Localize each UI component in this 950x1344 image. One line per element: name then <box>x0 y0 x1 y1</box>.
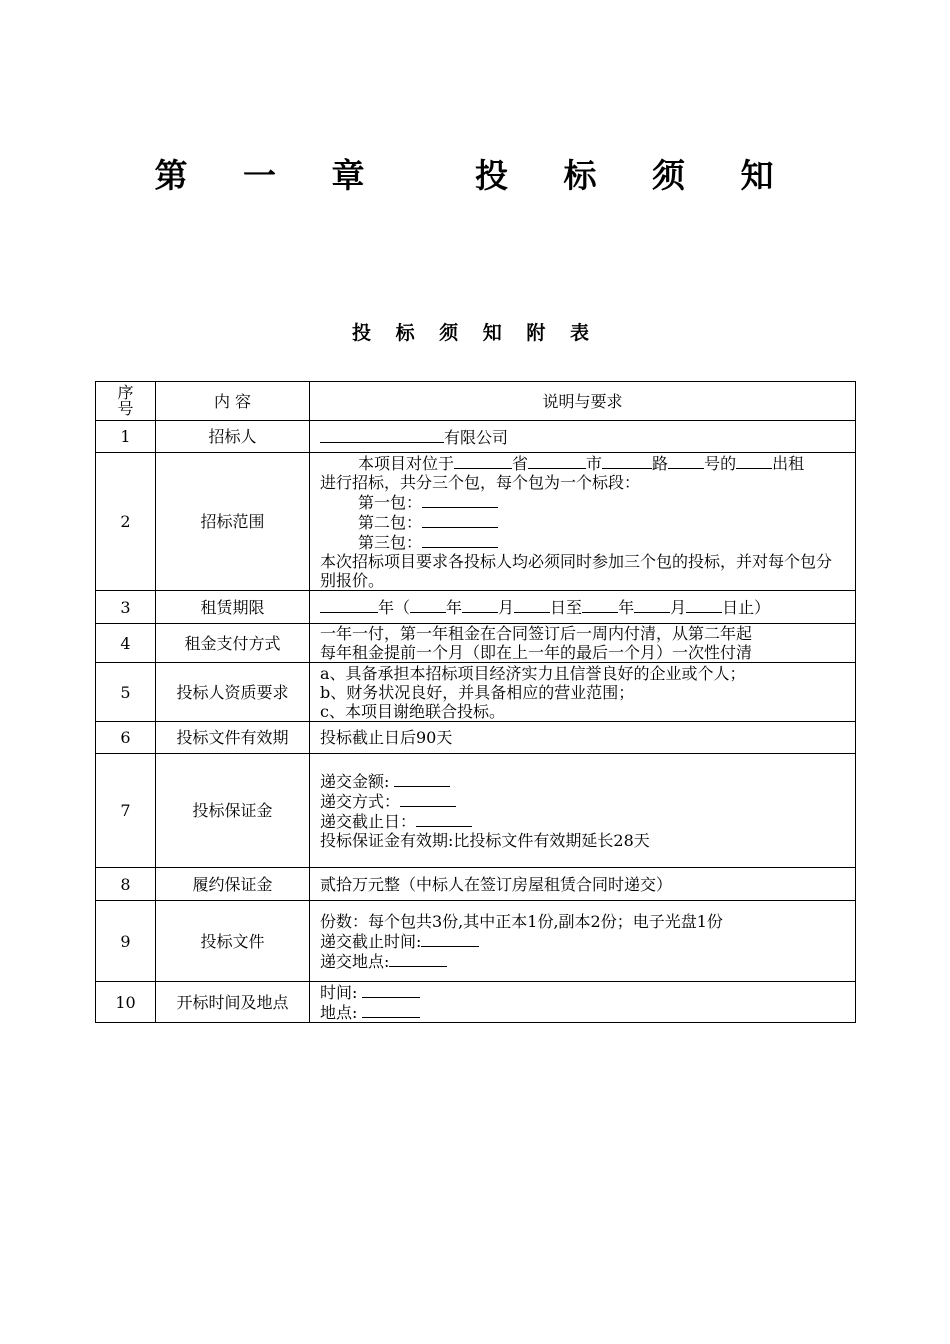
table-row <box>96 591 856 624</box>
row-item: 投标文件有效期 <box>156 722 310 754</box>
header-item: 内 容 <box>156 382 310 421</box>
scope-note: 本次招标项目要求各投标人均必须同时参加三个包的投标，并对每个包分别报价。 <box>320 552 833 590</box>
table-row <box>96 722 856 754</box>
row-desc: 投标截止日后90天 <box>310 722 856 754</box>
row-item: 租赁期限 <box>156 591 310 624</box>
blank-field <box>416 811 472 827</box>
header-no: 序号 <box>96 382 156 421</box>
package-2: 第二包： <box>320 512 845 532</box>
row-desc: 贰拾万元整（中标人在签订房屋租赁合同时递交） <box>310 868 856 901</box>
deposit-method: 递交方式： <box>320 791 845 811</box>
blank-field <box>400 791 456 807</box>
chapter-title: 第 一 章 投 标 须 知 <box>154 156 796 195</box>
blank-field <box>362 1002 420 1018</box>
bidding-notice-table <box>95 381 856 1023</box>
bid-place: 递交地点: <box>320 951 845 971</box>
row-no: 4 <box>96 624 156 663</box>
opening-place: 地点: <box>320 1002 845 1022</box>
scope-line-2: 进行招标，共分三个包，每个包为一个标段： <box>320 473 641 492</box>
blank-field <box>422 532 498 548</box>
row-item: 投标人资质要求 <box>156 663 310 722</box>
row-item: 招标范围 <box>156 453 310 591</box>
blank-field <box>410 597 446 613</box>
blank-field <box>514 597 550 613</box>
row-item: 投标文件 <box>156 901 310 982</box>
opening-time: 时间: <box>320 982 845 1002</box>
table-row <box>96 453 856 591</box>
blank-field <box>422 512 498 528</box>
blank-field <box>686 597 722 613</box>
blank-field <box>736 453 772 469</box>
blank-field <box>389 951 447 967</box>
row-item: 投标保证金 <box>156 754 310 868</box>
row-no: 1 <box>96 421 156 453</box>
blank-field <box>421 931 479 947</box>
header-desc: 说明与要求 <box>310 382 856 421</box>
row-desc <box>310 663 856 722</box>
table-row <box>96 754 856 868</box>
row-no: 9 <box>96 901 156 982</box>
table-row <box>96 624 856 663</box>
blank-field <box>462 597 498 613</box>
table-row <box>96 868 856 901</box>
deposit-validity: 投标保证金有效期:比投标文件有效期延长28天 <box>320 831 650 850</box>
blank-field <box>320 427 444 443</box>
blank-field <box>454 453 512 469</box>
qualification-c: c、本项目谢绝联合投标。 <box>320 701 505 721</box>
qualification-a: a、具备承担本招标项目经济实力且信誉良好的企业或个人； <box>320 663 746 683</box>
row-desc <box>310 624 856 663</box>
row-desc <box>310 754 856 868</box>
row-no: 10 <box>96 982 156 1023</box>
bid-deadline: 递交截止时间: <box>320 931 845 951</box>
table-row <box>96 421 856 453</box>
table-title: 投 标 须 知 附 表 <box>351 322 599 344</box>
row-desc: 年（ 年 月 日至 年 月 日止） <box>310 591 856 624</box>
blank-field <box>362 982 420 998</box>
blank-field <box>634 597 670 613</box>
row-no: 6 <box>96 722 156 754</box>
blank-field <box>668 453 704 469</box>
table-row <box>96 982 856 1023</box>
blank-field <box>602 453 652 469</box>
row-item: 履约保证金 <box>156 868 310 901</box>
package-1: 第一包： <box>320 492 845 512</box>
blank-field <box>582 597 618 613</box>
row-no: 2 <box>96 453 156 591</box>
table-row <box>96 901 856 982</box>
company-suffix: 有限公司 <box>444 427 509 447</box>
table-header-row <box>96 382 856 421</box>
blank-field <box>422 492 498 508</box>
scope-line-1: 本项目对位于 省 市 路 号的 出租 <box>358 454 805 473</box>
qualification-b: b、财务状况良好，并具备相应的营业范围； <box>320 682 635 702</box>
blank-field <box>320 597 378 613</box>
row-no: 7 <box>96 754 156 868</box>
payment-line-1: 一年一付，第一年租金在合同签订后一周内付清，从第二年起 <box>320 624 753 643</box>
package-3: 第三包： <box>320 532 845 552</box>
blank-field <box>528 453 586 469</box>
row-item: 招标人 <box>156 421 310 453</box>
blank-field <box>394 771 450 787</box>
row-no: 3 <box>96 591 156 624</box>
row-desc <box>310 982 856 1023</box>
row-desc <box>310 421 856 453</box>
row-desc <box>310 453 856 591</box>
payment-line-2: 每年租金提前一个月（即在上一年的最后一个月）一次性付清 <box>320 643 753 662</box>
bid-copies: 份数：每个包共3份,其中正本1份,副本2份；电子光盘1份 <box>320 911 723 931</box>
row-no: 8 <box>96 868 156 901</box>
row-item: 租金支付方式 <box>156 624 310 663</box>
row-no: 5 <box>96 663 156 722</box>
deposit-deadline: 递交截止日： <box>320 811 845 831</box>
row-item: 开标时间及地点 <box>156 982 310 1023</box>
table-row <box>96 663 856 722</box>
row-desc <box>310 901 856 982</box>
deposit-amount: 递交金额: <box>320 771 845 791</box>
